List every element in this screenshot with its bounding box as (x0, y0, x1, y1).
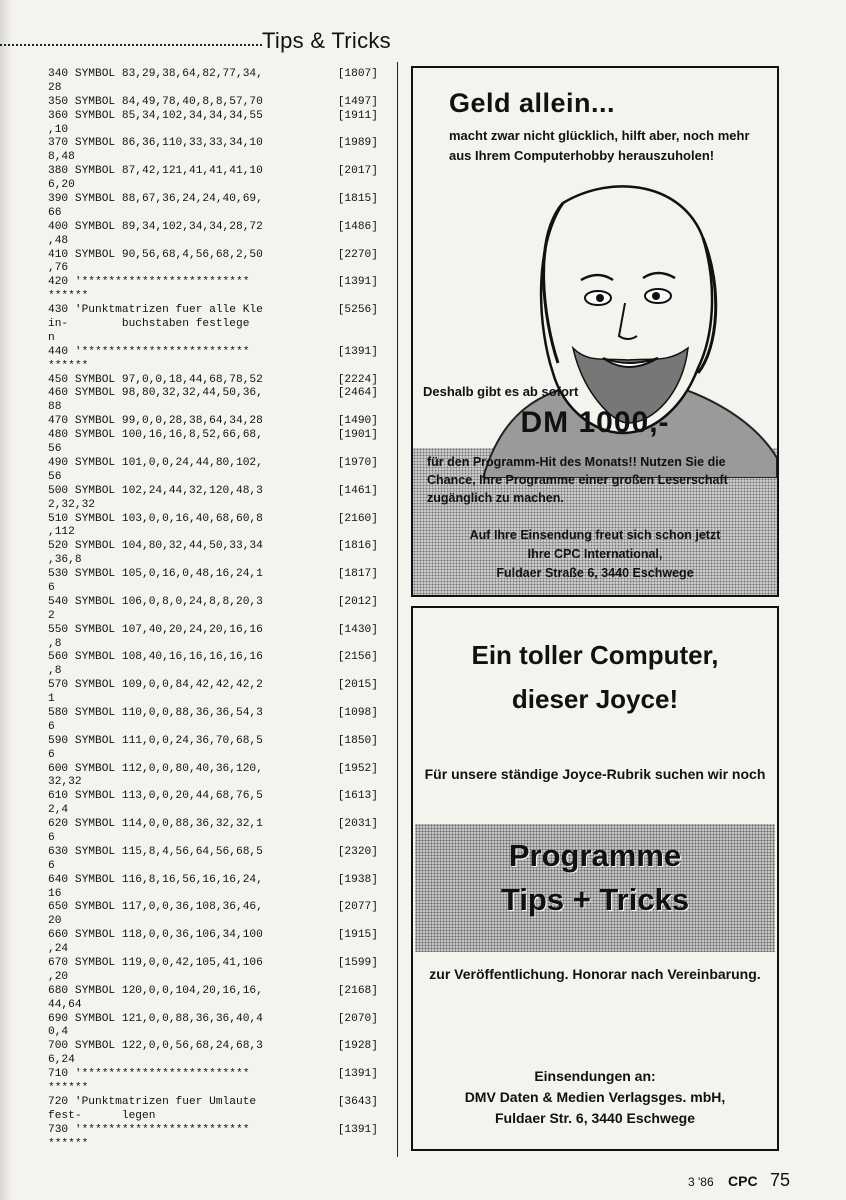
listing-code: 670 SYMBOL 119,0,0,42,105,41,106 (48, 957, 263, 969)
listing-code: in- buchstaben festlege (48, 318, 250, 331)
listing-line (48, 1054, 378, 1068)
header-rule (0, 44, 262, 46)
listing-line (48, 221, 378, 235)
listing-code: 470 SYMBOL 99,0,0,28,38,64,34,28 (48, 415, 263, 428)
listing-code: 400 SYMBOL 89,34,102,34,34,28,72 (48, 220, 263, 233)
listing-code: ****** (48, 1082, 89, 1095)
listing-code: 500 SYMBOL 102,24,44,32,120,48,3 (48, 484, 263, 497)
ad-contact (413, 526, 777, 583)
listing-checksum: [1098] (337, 706, 378, 719)
listing-code: ,76 (48, 262, 69, 275)
listing-code: 480 SYMBOL 100,16,16,8,52,66,68, (48, 429, 263, 442)
listing-checksum: [2464] (337, 387, 378, 400)
listing-checksum: [2168] (337, 984, 378, 997)
listing-code: 620 SYMBOL 114,0,0,88,36,32,32,1 (48, 818, 263, 831)
listing-line (48, 540, 378, 554)
listing-line (48, 763, 378, 777)
listing-code: ,48 (48, 234, 69, 247)
address-line-3: Fuldaer Str. 6, 3440 Eschwege (495, 1110, 695, 1126)
listing-code: 44,64 (48, 998, 82, 1011)
listing-line (48, 318, 378, 332)
listing-checksum: [3643] (337, 1095, 378, 1108)
listing-checksum: [2031] (337, 818, 378, 831)
listing-code: ,24 (48, 943, 69, 956)
listing-checksum: [1952] (337, 762, 378, 775)
listing-code: 2,4 (48, 804, 69, 817)
listing-line (48, 429, 378, 443)
listing-code: 720 'Punktmatrizen fuer Umlaute (48, 1095, 257, 1108)
listing-code: ,112 (48, 526, 75, 539)
ad-body: für den Programm-Hit des Monats!! Nutzen Sie die Chance, Ihre Programme einer großen Leserschaft zugänglich zu machen. (427, 455, 728, 505)
listing-code: 370 SYMBOL 86,36,110,33,33,34,10 (48, 137, 263, 150)
listing-line (48, 818, 378, 832)
listing-code: 420 '************************* (48, 276, 250, 289)
listing-code: 580 SYMBOL 110,0,0,88,36,36,54,3 (48, 706, 263, 719)
listing-line (48, 665, 378, 679)
ad-headline: Geld allein... (449, 88, 616, 118)
listing-code: fest- legen (48, 1109, 156, 1122)
listing-checksum: [1486] (337, 220, 378, 233)
listing-code: 1 (48, 693, 55, 706)
listing-code: 640 SYMBOL 116,8,16,56,16,16,24, (48, 873, 263, 886)
listing-line (48, 804, 378, 818)
listing-code: 450 SYMBOL 97,0,0,18,44,68,78,52 (48, 373, 263, 386)
joyce-headline-1: Ein toller Computer, (471, 640, 719, 670)
listing-line (48, 679, 378, 693)
listing-line (48, 957, 378, 971)
listing-line (48, 1110, 378, 1124)
listing-line (48, 651, 378, 665)
listing-checksum: [1461] (337, 484, 378, 497)
joyce-address (423, 1066, 767, 1129)
listing-line (48, 846, 378, 860)
listing-code: ,36,8 (48, 554, 82, 567)
listing-line (48, 693, 378, 707)
listing-code: 8,48 (48, 151, 75, 164)
ad-contact-line2: Ihre CPC International, (527, 547, 663, 561)
listing-checksum: [1970] (337, 456, 378, 469)
listing-line (48, 832, 378, 846)
joyce-headline-2: dieser Joyce! (511, 684, 679, 714)
listing-checksum: [1915] (337, 929, 378, 942)
listing-line (48, 554, 378, 568)
listing-line (48, 401, 378, 415)
listing-checksum: [1807] (337, 68, 378, 80)
listing-checksum: [1816] (337, 540, 378, 553)
listing-code: 6 (48, 581, 55, 594)
listing-code: 660 SYMBOL 118,0,0,36,106,34,100 (48, 929, 263, 942)
listing-line (48, 568, 378, 582)
listing-line (48, 735, 378, 749)
listing-line (48, 985, 378, 999)
listing-code: 540 SYMBOL 106,0,8,0,24,8,8,20,3 (48, 595, 263, 608)
listing-line (48, 526, 378, 540)
listing-line (48, 124, 378, 138)
listing-checksum: [1928] (337, 1040, 378, 1053)
listing-code: 460 SYMBOL 98,80,32,32,44,50,36, (48, 387, 263, 400)
listing-checksum: [1815] (337, 193, 378, 206)
listing-checksum: [2015] (337, 679, 378, 692)
page-edge (0, 0, 12, 1200)
listing-checksum: [2320] (337, 845, 378, 858)
listing-checksum: [1989] (337, 137, 378, 150)
listing-code: 6 (48, 720, 55, 733)
listing-line (48, 624, 378, 638)
listing-line (48, 96, 378, 110)
listing-code: 56 (48, 443, 62, 456)
listing-line (48, 513, 378, 527)
listing-line (48, 888, 378, 902)
listing-code: 350 SYMBOL 84,49,78,40,8,8,57,70 (48, 95, 263, 108)
listing-code: 520 SYMBOL 104,80,32,44,50,33,34 (48, 540, 263, 553)
listing-checksum: [1391] (337, 276, 378, 289)
listing-line (48, 999, 378, 1013)
listing-code: 66 (48, 206, 62, 219)
page-number: 75 (770, 1170, 791, 1190)
listing-code: 0,4 (48, 1026, 69, 1039)
listing-code: 6 (48, 831, 55, 844)
listing-line (48, 179, 378, 193)
listing-code: 730 '************************* (48, 1123, 250, 1136)
ad-contact-line3: Fuldaer Straße 6, 3440 Eschwege (496, 566, 694, 580)
listing-line (48, 776, 378, 790)
listing-line (48, 82, 378, 96)
listing-line (48, 1026, 378, 1040)
listing-line (48, 276, 378, 290)
ad-contact-line1: Auf Ihre Einsendung freut sich schon jetzt (469, 528, 721, 542)
listing-code: 560 SYMBOL 108,40,16,16,16,16,16 (48, 651, 263, 664)
listing-line (48, 790, 378, 804)
listing-checksum: [1850] (337, 734, 378, 747)
listing-line (48, 471, 378, 485)
listing-code: 600 SYMBOL 112,0,0,80,40,36,120, (48, 762, 263, 775)
listing-code: ,20 (48, 970, 69, 983)
listing-line (48, 499, 378, 513)
listing-code: 2,32,32 (48, 498, 95, 511)
listing-code: 6,20 (48, 179, 75, 192)
listing-checksum: [2070] (337, 1012, 378, 1025)
listing-code: 6 (48, 859, 55, 872)
listing-code: 20 (48, 915, 62, 928)
listing-line (48, 207, 378, 221)
listing-code: 16 (48, 887, 62, 900)
listing-line (48, 193, 378, 207)
listing-line (48, 749, 378, 763)
listing-checksum: [1490] (337, 415, 378, 428)
listing-line (48, 332, 378, 346)
basic-listing (48, 68, 378, 1151)
listing-line (48, 415, 378, 429)
listing-line (48, 971, 378, 985)
listing-code: ,8 (48, 637, 62, 650)
listing-line (48, 262, 378, 276)
listing-code: 410 SYMBOL 90,56,68,4,56,68,2,50 (48, 248, 263, 261)
listing-checksum: [2156] (337, 651, 378, 664)
listing-line (48, 860, 378, 874)
listing-checksum: [1391] (337, 345, 378, 358)
listing-code: ****** (48, 290, 89, 303)
listing-line (48, 360, 378, 374)
listing-line (48, 249, 378, 263)
listing-code: 590 SYMBOL 111,0,0,24,36,70,68,5 (48, 734, 263, 747)
band-tips-tricks: Tips + Tricks (500, 882, 690, 917)
listing-code: 6 (48, 748, 55, 761)
joyce-publication-note: zur Veröffentlichung. Honorar nach Vereinbarung. (429, 966, 761, 982)
listing-checksum: [1430] (337, 623, 378, 636)
listing-code: 360 SYMBOL 85,34,102,34,34,34,55 (48, 109, 263, 122)
issue-number: 3 '86 (688, 1175, 714, 1189)
listing-code: 490 SYMBOL 101,0,0,24,44,80,102, (48, 456, 263, 469)
listing-line (48, 1096, 378, 1110)
listing-code: 2 (48, 609, 55, 622)
address-line-2: DMV Daten & Medien Verlagsges. mbH, (464, 1089, 726, 1105)
ad-amount: DM 1000,- (520, 406, 670, 439)
listing-code: 510 SYMBOL 103,0,0,16,40,68,60,8 (48, 512, 263, 525)
column-divider (397, 62, 398, 1157)
listing-line (48, 304, 378, 318)
listing-code: 570 SYMBOL 109,0,0,84,42,42,42,2 (48, 679, 263, 692)
listing-line (48, 443, 378, 457)
listing-code: ****** (48, 1137, 89, 1150)
listing-checksum: [2224] (337, 373, 378, 386)
ad-deshalb: Deshalb gibt es ab sofort (423, 384, 579, 399)
listing-checksum: [1613] (337, 790, 378, 803)
listing-line (48, 235, 378, 249)
listing-checksum: [1497] (337, 95, 378, 108)
listing-checksum: [2077] (337, 901, 378, 914)
listing-line (48, 387, 378, 401)
listing-code: 28 (48, 81, 62, 94)
address-line-1: Einsendungen an: (534, 1068, 656, 1084)
listing-code: 680 SYMBOL 120,0,0,104,20,16,16, (48, 984, 263, 997)
listing-code: 6,24 (48, 1054, 75, 1067)
listing-code: ,8 (48, 665, 62, 678)
listing-code: 550 SYMBOL 107,40,20,24,20,16,16 (48, 623, 263, 636)
listing-code: 530 SYMBOL 105,0,16,0,48,16,24,1 (48, 568, 263, 581)
advertisement-geld (411, 66, 779, 597)
listing-line (48, 943, 378, 957)
listing-line (48, 874, 378, 888)
listing-code: ****** (48, 359, 89, 372)
listing-line (48, 1082, 378, 1096)
listing-line (48, 915, 378, 929)
listing-code: n (48, 331, 55, 344)
listing-code: 630 SYMBOL 115,8,4,56,64,56,68,5 (48, 845, 263, 858)
listing-line (48, 1124, 378, 1138)
listing-line (48, 638, 378, 652)
listing-line (48, 137, 378, 151)
listing-line (48, 346, 378, 360)
listing-code: ,10 (48, 123, 69, 136)
listing-line (48, 929, 378, 943)
listing-checksum: [1938] (337, 873, 378, 886)
listing-code: 390 SYMBOL 88,67,36,24,24,40,69, (48, 193, 263, 206)
listing-line (48, 596, 378, 610)
listing-line (48, 582, 378, 596)
listing-checksum: [5256] (337, 304, 378, 317)
listing-code: 340 SYMBOL 83,29,38,64,82,77,34, (48, 68, 263, 80)
listing-line (48, 110, 378, 124)
listing-checksum: [1911] (337, 109, 378, 122)
listing-line (48, 1040, 378, 1054)
magazine-logo: CPC (728, 1173, 758, 1189)
listing-line (48, 165, 378, 179)
listing-line (48, 485, 378, 499)
listing-code: 710 '************************* (48, 1068, 250, 1081)
listing-line (48, 707, 378, 721)
listing-code: 56 (48, 470, 62, 483)
listing-checksum: [2012] (337, 595, 378, 608)
listing-code: 650 SYMBOL 117,0,0,36,108,36,46, (48, 901, 263, 914)
listing-code: 700 SYMBOL 122,0,0,56,68,24,68,3 (48, 1040, 263, 1053)
listing-line (48, 610, 378, 624)
listing-checksum: [1599] (337, 957, 378, 969)
listing-line (48, 151, 378, 165)
listing-checksum: [2017] (337, 165, 378, 178)
joyce-intro: Für unsere ständige Joyce-Rubrik suchen wir noch (424, 766, 766, 782)
listing-code: 440 '************************* (48, 345, 250, 358)
listing-code: 32,32 (48, 776, 82, 789)
listing-line (48, 1068, 378, 1082)
listing-code: 88 (48, 401, 62, 414)
advertisement-joyce (411, 606, 779, 1151)
listing-line (48, 721, 378, 735)
listing-line (48, 290, 378, 304)
listing-code: 380 SYMBOL 87,42,121,41,41,41,10 (48, 165, 263, 178)
listing-code: 430 'Punktmatrizen fuer alle Kle (48, 304, 263, 317)
listing-code: 610 SYMBOL 113,0,0,20,44,68,76,5 (48, 790, 263, 803)
listing-line (48, 1138, 378, 1152)
ad-intro: macht zwar nicht glücklich, hilft aber, noch mehr aus Ihrem Computerhobby herauszuholen! (449, 128, 750, 163)
listing-line (48, 901, 378, 915)
listing-line (48, 374, 378, 388)
listing-checksum: [1391] (337, 1068, 378, 1081)
listing-line (48, 1013, 378, 1027)
listing-checksum: [1901] (337, 429, 378, 442)
listing-checksum: [2160] (337, 512, 378, 525)
listing-checksum: [1391] (337, 1123, 378, 1136)
listing-line (48, 457, 378, 471)
listing-code: 690 SYMBOL 121,0,0,88,36,36,40,4 (48, 1012, 263, 1025)
listing-checksum: [2270] (337, 248, 378, 261)
band-programme: Programme (508, 838, 682, 873)
page-title: Tips & Tricks (262, 28, 391, 53)
listing-checksum: [1817] (337, 568, 378, 581)
listing-line (48, 68, 378, 82)
